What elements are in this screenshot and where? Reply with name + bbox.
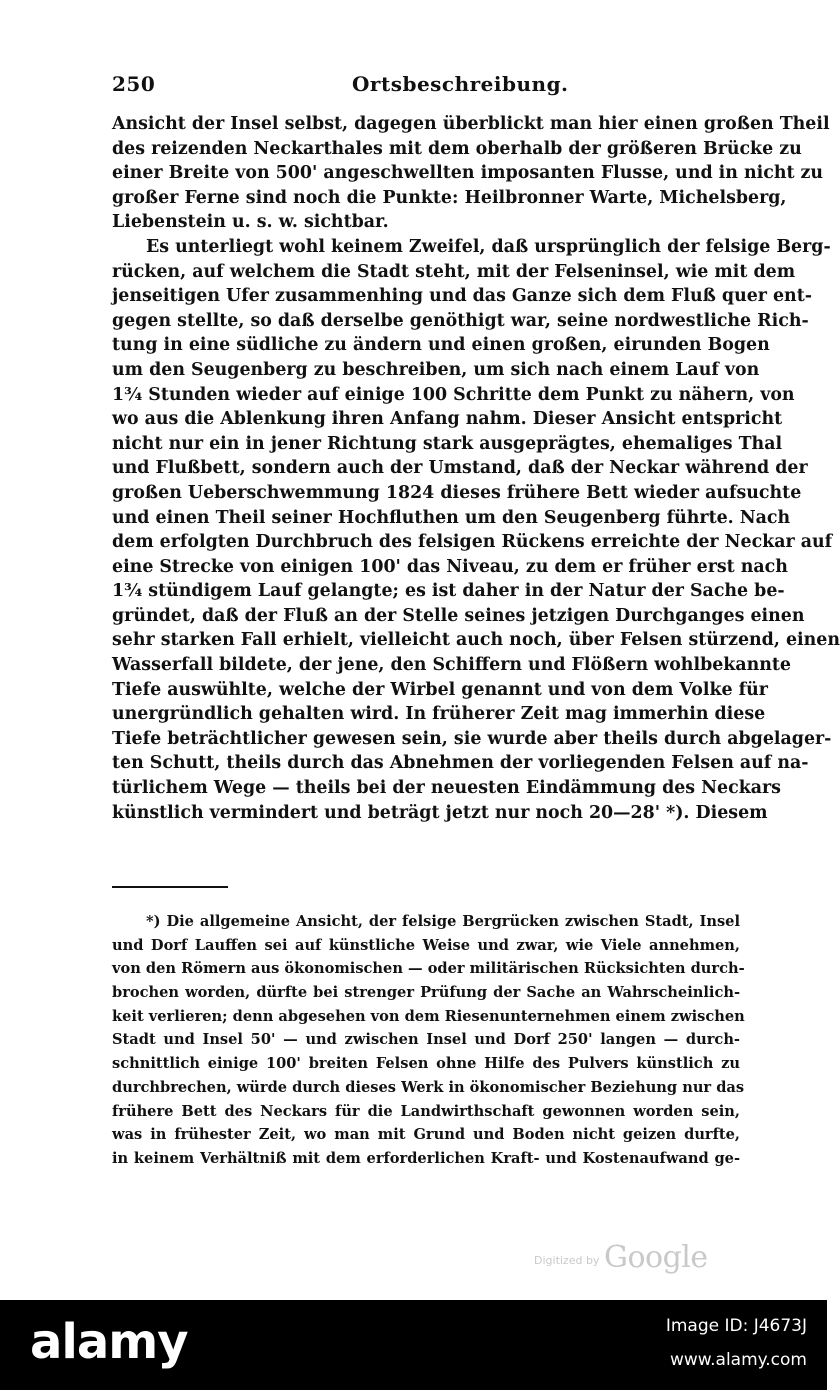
text-line: einer Breite von 500' angeschwellten imposanten Flusse, und in nicht zu <box>112 163 824 184</box>
footnote-divider <box>112 886 228 888</box>
running-title: Ortsbeschreibung. <box>352 72 569 96</box>
footnote-line: frühere Bett des Neckars für die Landwirthschaft gewonnen worden sein, <box>112 1102 740 1120</box>
stock-url: www.alamy.com <box>669 1350 807 1370</box>
text-line: gründet, daß der Fluß an der Stelle seines jetzigen Durchganges einen <box>112 605 805 626</box>
text-line: sehr starken Fall erhielt, vielleicht auch noch, über Felsen stürzend, einen <box>112 630 840 651</box>
text-line: jenseitigen Ufer zusammenhing und das Ganze sich dem Fluß quer ent- <box>112 286 812 307</box>
text-line: Tiefe beträchtlicher gewesen sein, sie wurde aber theils durch abgelager- <box>112 728 832 749</box>
digitized-watermark <box>534 1238 708 1278</box>
page-header <box>112 72 740 106</box>
text-line: und Flußbett, sondern auch der Umstand, daß der Neckar während der <box>112 458 808 479</box>
main-text <box>112 112 840 825</box>
text-line: künstlich vermindert und beträgt jetzt nur noch 20—28' *). Diesem <box>112 802 768 823</box>
text-line: rücken, auf welchem die Stadt steht, mit der Felseninsel, wie mit dem <box>112 261 796 282</box>
text-line: 1¾ Stunden wieder auf einige 100 Schritte dem Punkt zu nähern, von <box>112 384 795 405</box>
text-line: dem erfolgten Durchbruch des felsigen Rückens erreichte der Neckar auf <box>112 532 833 553</box>
footnote-line: durchbrechen, würde durch dieses Werk in ökonomischer Beziehung nur das <box>112 1078 745 1096</box>
footnote <box>112 910 745 1171</box>
text-line: wo aus die Ablenkung ihren Anfang nahm. Dieser Ansicht entspricht <box>112 409 783 430</box>
footnote-line: keit verlieren; denn abgesehen von dem Riesenunternehmen einem zwischen <box>112 1007 745 1025</box>
image-id: Image ID: J4673J <box>665 1316 807 1336</box>
footnote-line: in keinem Verhältniß mit dem erforderlichen Kraft- und Kostenaufwand ge- <box>112 1149 740 1167</box>
text-line: um den Seugenberg zu beschreiben, um sich nach einem Lauf von <box>112 359 760 380</box>
text-line: nicht nur ein in jener Richtung stark ausgeprägtes, ehemaliges Thal <box>112 433 783 454</box>
page-number: 250 <box>112 72 156 96</box>
alamy-logo: alamy <box>30 1314 188 1370</box>
text-line: und einen Theil seiner Hochfluthen um den Seugenberg führte. Nach <box>112 507 791 528</box>
text-line: tung in eine südliche zu ändern und einen großen, eirunden Bogen <box>112 335 770 356</box>
text-line: des reizenden Neckarthales mit dem oberhalb der größeren Brücke zu <box>112 138 802 159</box>
footnote-line: brochen worden, dürfte bei strenger Prüfung der Sache an Wahrscheinlich- <box>112 984 740 1002</box>
footnote-line: von den Römern aus ökonomischen — oder militärischen Rücksichten durch- <box>112 960 745 978</box>
footnote-line: Stadt und Insel 50' — und zwischen Insel und Dorf 250' langen — durch- <box>112 1031 740 1049</box>
text-line: unergründlich gehalten wird. In früherer Zeit mag immerhin diese <box>112 704 766 725</box>
text-line: Liebenstein u. s. w. sichtbar. <box>112 212 389 233</box>
footnote-line: *) Die allgemeine Ansicht, der felsige Bergrücken zwischen Stadt, Insel <box>146 913 740 930</box>
text-line: 1¾ stündigem Lauf gelangte; es ist daher in der Natur der Sache be- <box>112 581 785 602</box>
text-line: gegen stellte, so daß derselbe genöthigt war, seine nordwestliche Rich- <box>112 310 809 331</box>
text-line: großer Ferne sind noch die Punkte: Heilbronner Warte, Michelsberg, <box>112 187 787 208</box>
text-line: großen Ueberschwemmung 1824 dieses frühere Bett wieder aufsuchte <box>112 482 802 503</box>
text-line: ten Schutt, theils durch das Abnehmen der vorliegenden Felsen auf na- <box>112 753 809 774</box>
footnote-line: schnittlich einige 100' breiten Felsen ohne Hilfe des Pulvers künstlich zu <box>112 1055 740 1073</box>
text-line: Es unterliegt wohl keinem Zweifel, daß ursprünglich der felsige Berg- <box>146 236 831 257</box>
text-line: türlichem Wege — theils bei der neuesten Eindämmung des Neckars <box>112 778 781 799</box>
text-line: Wasserfall bildete, der jene, den Schiffern und Flößern wohlbekannte <box>112 655 791 676</box>
footnote-line: was in frühester Zeit, wo man mit Grund und Boden nicht geizen durfte, <box>112 1126 740 1144</box>
footnote-line: und Dorf Lauffen sei auf künstliche Weise und zwar, wie Viele annehmen, <box>112 936 740 954</box>
stock-photo-footer <box>0 1300 827 1390</box>
google-logo: Google <box>604 1240 708 1275</box>
text-line: eine Strecke von einigen 100' das Niveau, zu dem er früher erst nach <box>112 556 788 577</box>
text-line: Tiefe auswühlte, welche der Wirbel genannt und von dem Volke für <box>112 679 768 700</box>
text-line: Ansicht der Insel selbst, dagegen überblickt man hier einen großen Theil <box>112 114 830 134</box>
digitized-label: Digitized by <box>534 1254 600 1267</box>
